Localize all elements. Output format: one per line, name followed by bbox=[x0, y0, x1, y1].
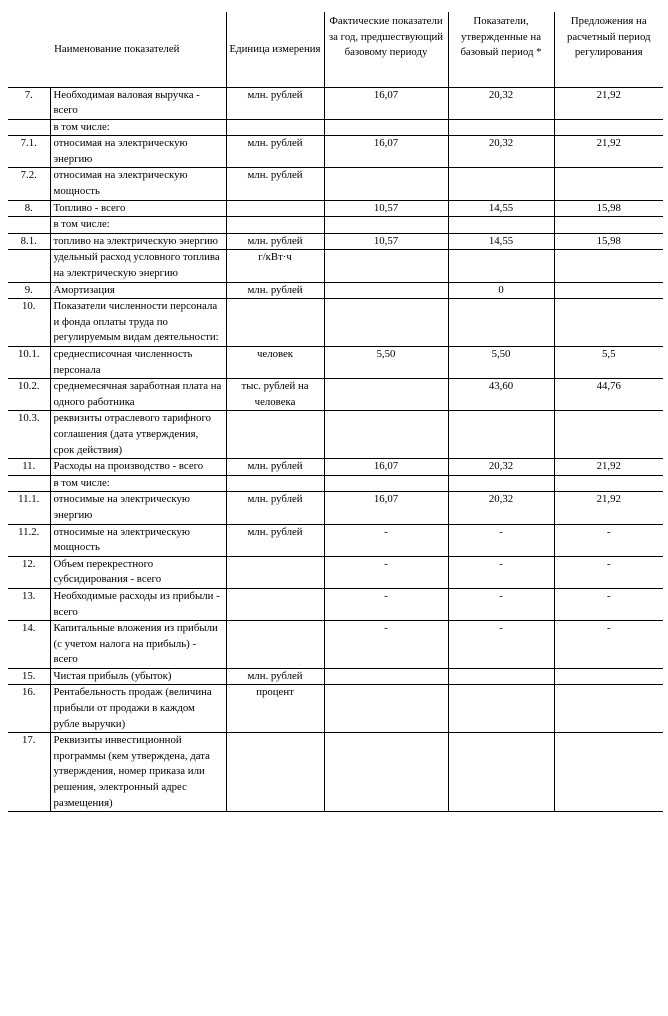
row-actual-value bbox=[324, 168, 448, 200]
row-number: 11.1. bbox=[8, 492, 50, 524]
row-approved-value: 20,32 bbox=[448, 492, 554, 524]
table-row bbox=[8, 119, 663, 136]
row-proposed-value: 21,92 bbox=[554, 136, 663, 168]
row-actual-value bbox=[324, 733, 448, 812]
row-actual-value bbox=[324, 217, 448, 234]
row-label: относимая на электрическую энергию bbox=[50, 136, 226, 168]
row-label: в том числе: bbox=[50, 217, 226, 234]
row-unit: млн. рублей bbox=[226, 459, 324, 476]
row-approved-value bbox=[448, 733, 554, 812]
row-label: Амортизация bbox=[50, 282, 226, 299]
row-approved-value bbox=[448, 299, 554, 347]
row-label: Необходимая валовая выручка - всего bbox=[50, 87, 226, 119]
row-number: 8. bbox=[8, 200, 50, 217]
row-unit: г/кВт·ч bbox=[226, 250, 324, 282]
row-actual-value bbox=[324, 475, 448, 492]
header-name: Наименование показателей bbox=[8, 12, 226, 87]
row-number: 11.2. bbox=[8, 524, 50, 556]
row-proposed-value: 15,98 bbox=[554, 200, 663, 217]
row-proposed-value: - bbox=[554, 621, 663, 669]
table-row bbox=[8, 685, 663, 733]
table-row bbox=[8, 347, 663, 379]
row-approved-value: - bbox=[448, 556, 554, 588]
row-label: реквизиты отраслевого тарифного соглашения (дата утверждения, срок действия) bbox=[50, 411, 226, 459]
table-row bbox=[8, 217, 663, 234]
row-label: среднемесячная заработная плата на одного работника bbox=[50, 379, 226, 411]
row-proposed-value bbox=[554, 668, 663, 685]
row-approved-value: - bbox=[448, 588, 554, 620]
row-proposed-value: 5,5 bbox=[554, 347, 663, 379]
table-row bbox=[8, 588, 663, 620]
table-header-row bbox=[8, 12, 663, 87]
row-proposed-value bbox=[554, 299, 663, 347]
row-label: Расходы на производство - всего bbox=[50, 459, 226, 476]
row-unit bbox=[226, 299, 324, 347]
row-approved-value: 5,50 bbox=[448, 347, 554, 379]
table-row bbox=[8, 733, 663, 812]
row-actual-value: 16,07 bbox=[324, 136, 448, 168]
row-approved-value: 20,32 bbox=[448, 136, 554, 168]
row-actual-value: - bbox=[324, 621, 448, 669]
row-label: в том числе: bbox=[50, 119, 226, 136]
row-proposed-value: 44,76 bbox=[554, 379, 663, 411]
row-proposed-value bbox=[554, 217, 663, 234]
row-actual-value: 16,07 bbox=[324, 459, 448, 476]
row-unit: человек bbox=[226, 347, 324, 379]
header-actual: Фактические показатели за год, предшествующий базовому периоду bbox=[324, 12, 448, 87]
row-approved-value: 0 bbox=[448, 282, 554, 299]
row-approved-value: 14,55 bbox=[448, 233, 554, 250]
row-label: среднесписочная численность персонала bbox=[50, 347, 226, 379]
row-label: Реквизиты инвестиционной программы (кем утверждена, дата утверждения, номер приказа или решения, электронный адрес размещения) bbox=[50, 733, 226, 812]
row-number: 16. bbox=[8, 685, 50, 733]
row-approved-value bbox=[448, 685, 554, 733]
row-approved-value: - bbox=[448, 621, 554, 669]
row-approved-value: 20,32 bbox=[448, 87, 554, 119]
row-label: топливо на электрическую энергию bbox=[50, 233, 226, 250]
row-number: 7. bbox=[8, 87, 50, 119]
header-proposed: Предложения на расчетный период регулирования bbox=[554, 12, 663, 87]
row-label: Топливо - всего bbox=[50, 200, 226, 217]
row-proposed-value bbox=[554, 119, 663, 136]
row-unit bbox=[226, 733, 324, 812]
row-label: Капитальные вложения из прибыли (с учетом налога на прибыль) - всего bbox=[50, 621, 226, 669]
header-approved: Показатели, утвержденные на базовый период * bbox=[448, 12, 554, 87]
row-number: 14. bbox=[8, 621, 50, 669]
row-number: 17. bbox=[8, 733, 50, 812]
row-actual-value bbox=[324, 119, 448, 136]
table-row bbox=[8, 250, 663, 282]
row-actual-value: 16,07 bbox=[324, 492, 448, 524]
row-unit: млн. рублей bbox=[226, 136, 324, 168]
table-row bbox=[8, 475, 663, 492]
row-actual-value bbox=[324, 250, 448, 282]
row-unit: млн. рублей bbox=[226, 668, 324, 685]
row-actual-value: 10,57 bbox=[324, 200, 448, 217]
row-proposed-value: - bbox=[554, 588, 663, 620]
row-number: 15. bbox=[8, 668, 50, 685]
row-approved-value: 20,32 bbox=[448, 459, 554, 476]
table-row bbox=[8, 136, 663, 168]
row-unit bbox=[226, 556, 324, 588]
row-actual-value: 16,07 bbox=[324, 87, 448, 119]
row-actual-value bbox=[324, 668, 448, 685]
table-row bbox=[8, 492, 663, 524]
row-proposed-value: 15,98 bbox=[554, 233, 663, 250]
header-unit: Единица измерения bbox=[226, 12, 324, 87]
row-label: удельный расход условного топлива на электрическую энергию bbox=[50, 250, 226, 282]
row-proposed-value bbox=[554, 411, 663, 459]
table-row bbox=[8, 87, 663, 119]
row-number: 10.1. bbox=[8, 347, 50, 379]
row-unit: процент bbox=[226, 685, 324, 733]
row-proposed-value bbox=[554, 168, 663, 200]
row-proposed-value: - bbox=[554, 524, 663, 556]
row-number bbox=[8, 217, 50, 234]
table-row bbox=[8, 411, 663, 459]
row-approved-value bbox=[448, 217, 554, 234]
row-number: 12. bbox=[8, 556, 50, 588]
row-approved-value bbox=[448, 411, 554, 459]
row-number: 7.2. bbox=[8, 168, 50, 200]
row-actual-value bbox=[324, 282, 448, 299]
table-row bbox=[8, 233, 663, 250]
row-unit bbox=[226, 475, 324, 492]
row-label: относимая на электрическую мощность bbox=[50, 168, 226, 200]
row-unit: млн. рублей bbox=[226, 282, 324, 299]
row-actual-value: - bbox=[324, 588, 448, 620]
row-number bbox=[8, 475, 50, 492]
table-row bbox=[8, 524, 663, 556]
row-actual-value bbox=[324, 411, 448, 459]
row-label: Объем перекрестного субсидирования - всего bbox=[50, 556, 226, 588]
row-number: 9. bbox=[8, 282, 50, 299]
row-approved-value: - bbox=[448, 524, 554, 556]
row-label: относимые на электрическую мощность bbox=[50, 524, 226, 556]
row-actual-value bbox=[324, 685, 448, 733]
table-row bbox=[8, 379, 663, 411]
row-approved-value bbox=[448, 250, 554, 282]
row-unit: млн. рублей bbox=[226, 87, 324, 119]
row-actual-value bbox=[324, 379, 448, 411]
row-unit bbox=[226, 588, 324, 620]
row-proposed-value: 21,92 bbox=[554, 492, 663, 524]
row-label: Показатели численности персонала и фонда оплаты труда по регулируемым видам деятельности: bbox=[50, 299, 226, 347]
row-number: 10.3. bbox=[8, 411, 50, 459]
row-approved-value: 14,55 bbox=[448, 200, 554, 217]
row-actual-value: - bbox=[324, 556, 448, 588]
table-row bbox=[8, 459, 663, 476]
table-row bbox=[8, 556, 663, 588]
row-label: Рентабельность продаж (величина прибыли от продажи в каждом рубле выручки) bbox=[50, 685, 226, 733]
row-proposed-value: 21,92 bbox=[554, 459, 663, 476]
row-proposed-value bbox=[554, 250, 663, 282]
row-label: относимые на электрическую энергию bbox=[50, 492, 226, 524]
row-approved-value: 43,60 bbox=[448, 379, 554, 411]
row-unit bbox=[226, 217, 324, 234]
row-approved-value bbox=[448, 119, 554, 136]
row-approved-value bbox=[448, 168, 554, 200]
row-number: 11. bbox=[8, 459, 50, 476]
row-approved-value bbox=[448, 668, 554, 685]
row-unit: млн. рублей bbox=[226, 524, 324, 556]
table-row bbox=[8, 200, 663, 217]
row-proposed-value bbox=[554, 733, 663, 812]
table-row bbox=[8, 168, 663, 200]
row-unit bbox=[226, 119, 324, 136]
row-number bbox=[8, 119, 50, 136]
row-proposed-value bbox=[554, 685, 663, 733]
row-unit bbox=[226, 200, 324, 217]
row-unit bbox=[226, 621, 324, 669]
table-row bbox=[8, 299, 663, 347]
row-label: в том числе: bbox=[50, 475, 226, 492]
row-unit: млн. рублей bbox=[226, 492, 324, 524]
table-row bbox=[8, 282, 663, 299]
row-unit: тыс. рублей на человека bbox=[226, 379, 324, 411]
row-number: 8.1. bbox=[8, 233, 50, 250]
row-label: Необходимые расходы из прибыли - всего bbox=[50, 588, 226, 620]
row-actual-value: 5,50 bbox=[324, 347, 448, 379]
row-label: Чистая прибыль (убыток) bbox=[50, 668, 226, 685]
row-unit bbox=[226, 411, 324, 459]
row-proposed-value bbox=[554, 282, 663, 299]
indicators-table bbox=[8, 12, 663, 812]
row-actual-value: - bbox=[324, 524, 448, 556]
row-number: 10.2. bbox=[8, 379, 50, 411]
row-actual-value: 10,57 bbox=[324, 233, 448, 250]
tariff-indicators-document bbox=[8, 12, 663, 812]
table-row bbox=[8, 621, 663, 669]
row-proposed-value: - bbox=[554, 556, 663, 588]
row-number bbox=[8, 250, 50, 282]
row-proposed-value: 21,92 bbox=[554, 87, 663, 119]
row-number: 10. bbox=[8, 299, 50, 347]
row-unit: млн. рублей bbox=[226, 233, 324, 250]
table-row bbox=[8, 668, 663, 685]
row-number: 13. bbox=[8, 588, 50, 620]
row-actual-value bbox=[324, 299, 448, 347]
row-proposed-value bbox=[554, 475, 663, 492]
row-unit: млн. рублей bbox=[226, 168, 324, 200]
row-approved-value bbox=[448, 475, 554, 492]
row-number: 7.1. bbox=[8, 136, 50, 168]
